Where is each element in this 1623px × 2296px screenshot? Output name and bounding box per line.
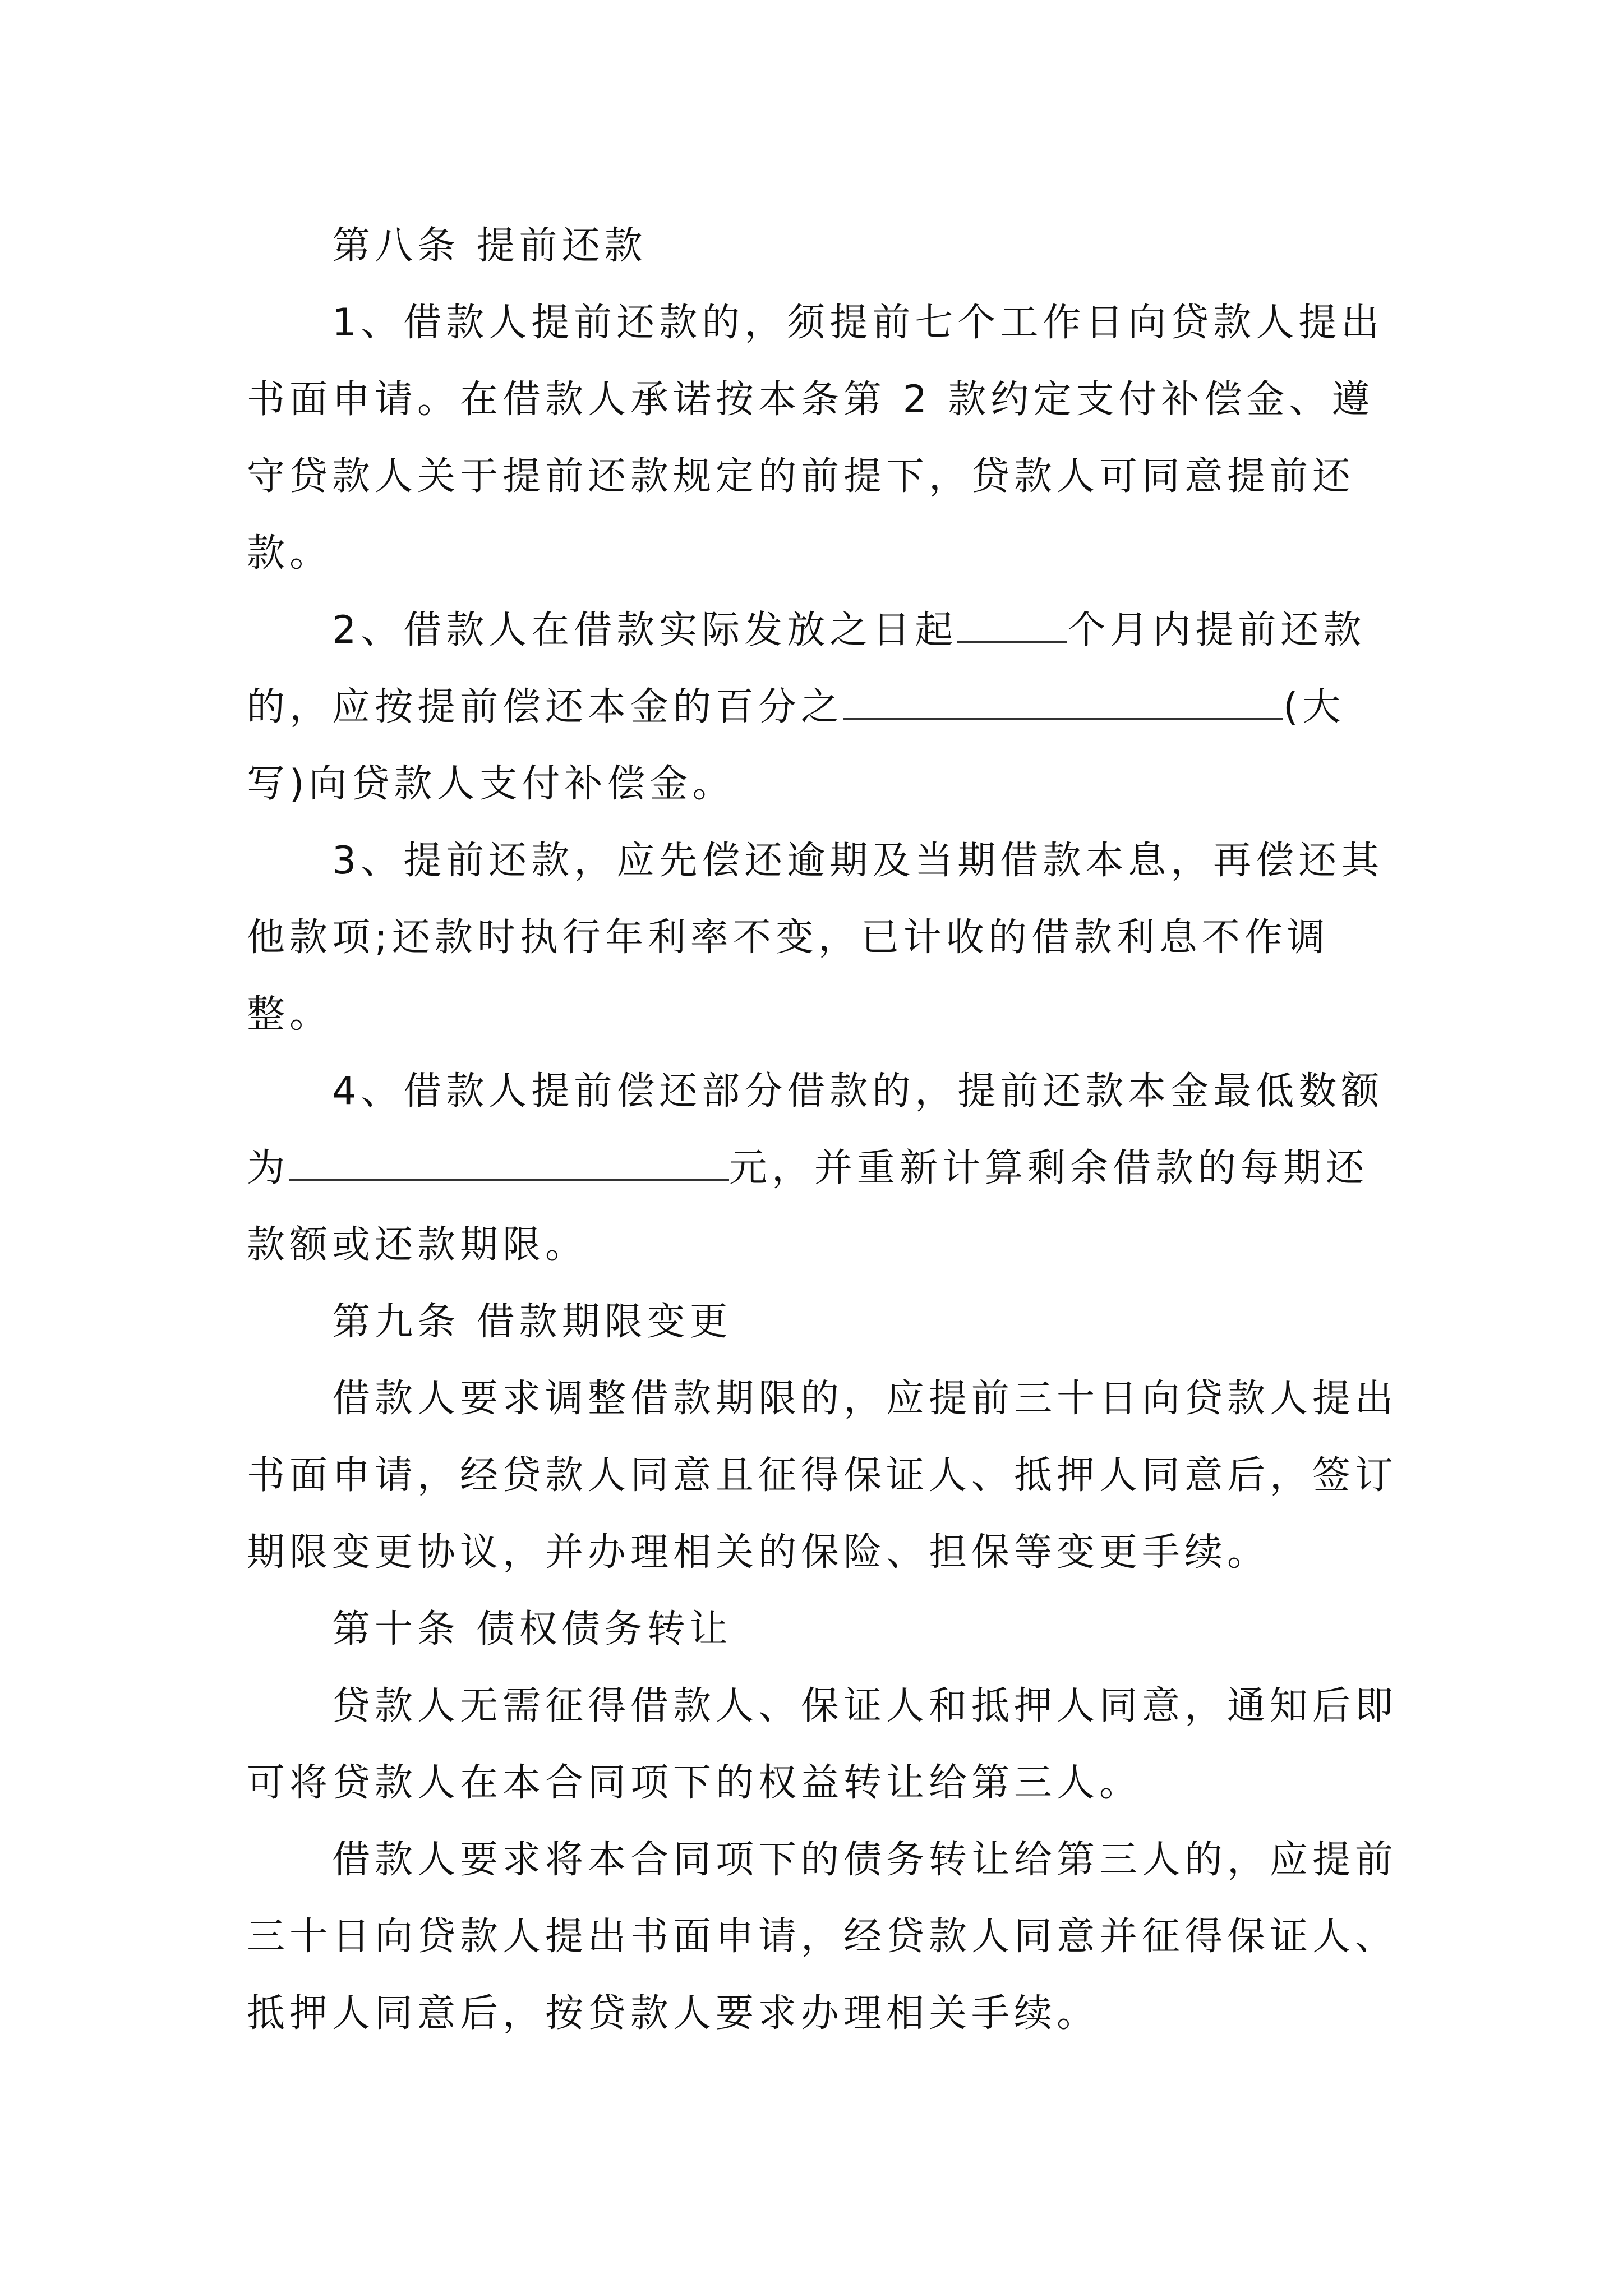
minimum-amount-blank bbox=[289, 1147, 729, 1181]
article-8-clause-4 bbox=[247, 1053, 1402, 1283]
article-8-heading: 第八条 提前还款 bbox=[332, 224, 647, 268]
article-9-clause: 借款人要求调整借款期限的，应提前三十日向贷款人提出书面申请，经贷款人同意且征得保证人、抵押人同意后，签订期限变更协议，并办理相关的保险、担保等变更手续。 bbox=[247, 1377, 1398, 1575]
clause-2-text-b: 个月内提前还款的，应按提前偿还本金的百分之 bbox=[247, 608, 1366, 729]
article-8-clause-1: 1、借款人提前还款的，须提前七个工作日向贷款人提出书面申请。在借款人承诺按本条第 2 款约定支付补偿金、遵守贷款人关于提前还款规定的前提下，贷款人可同意提前还款。 bbox=[247, 301, 1384, 576]
article-10-clause-2: 借款人要求将本合同项下的债务转让给第三人的，应提前三十日向贷款人提出书面申请，经贷款人同意并征得保证人、抵押人同意后，按贷款人要求办理相关手续。 bbox=[247, 1838, 1398, 2036]
article-10-heading: 第十条 债权债务转让 bbox=[332, 1607, 732, 1651]
document-body bbox=[247, 208, 1402, 2052]
article-8-clause-3: 3、提前还款，应先偿还逾期及当期借款本息，再偿还其他款项;还款时执行年利率不变，已计收的借款利息不作调整。 bbox=[247, 839, 1384, 1037]
clause-4-text-b: 元，并重新计算剩余借款的每期还款额或还款期限。 bbox=[247, 1146, 1369, 1267]
article-8-clause-2 bbox=[247, 592, 1402, 822]
article-10-clause-1: 贷款人无需征得借款人、保证人和抵押人同意，通知后即可将贷款人在本合同项下的权益转让给第三人。 bbox=[247, 1684, 1398, 1805]
clause-4-text-a: 4、借款人提前偿还部分借款的，提前还款本金最低数额为 bbox=[247, 1069, 1384, 1190]
clause-2-text-c: (大写)向贷款人支付补偿金。 bbox=[247, 685, 1345, 806]
months-blank bbox=[957, 609, 1067, 643]
clause-2-text-a: 2、借款人在借款实际发放之日起 bbox=[332, 608, 958, 652]
article-9-heading: 第九条 借款期限变更 bbox=[332, 1300, 732, 1344]
percentage-blank bbox=[843, 685, 1283, 720]
